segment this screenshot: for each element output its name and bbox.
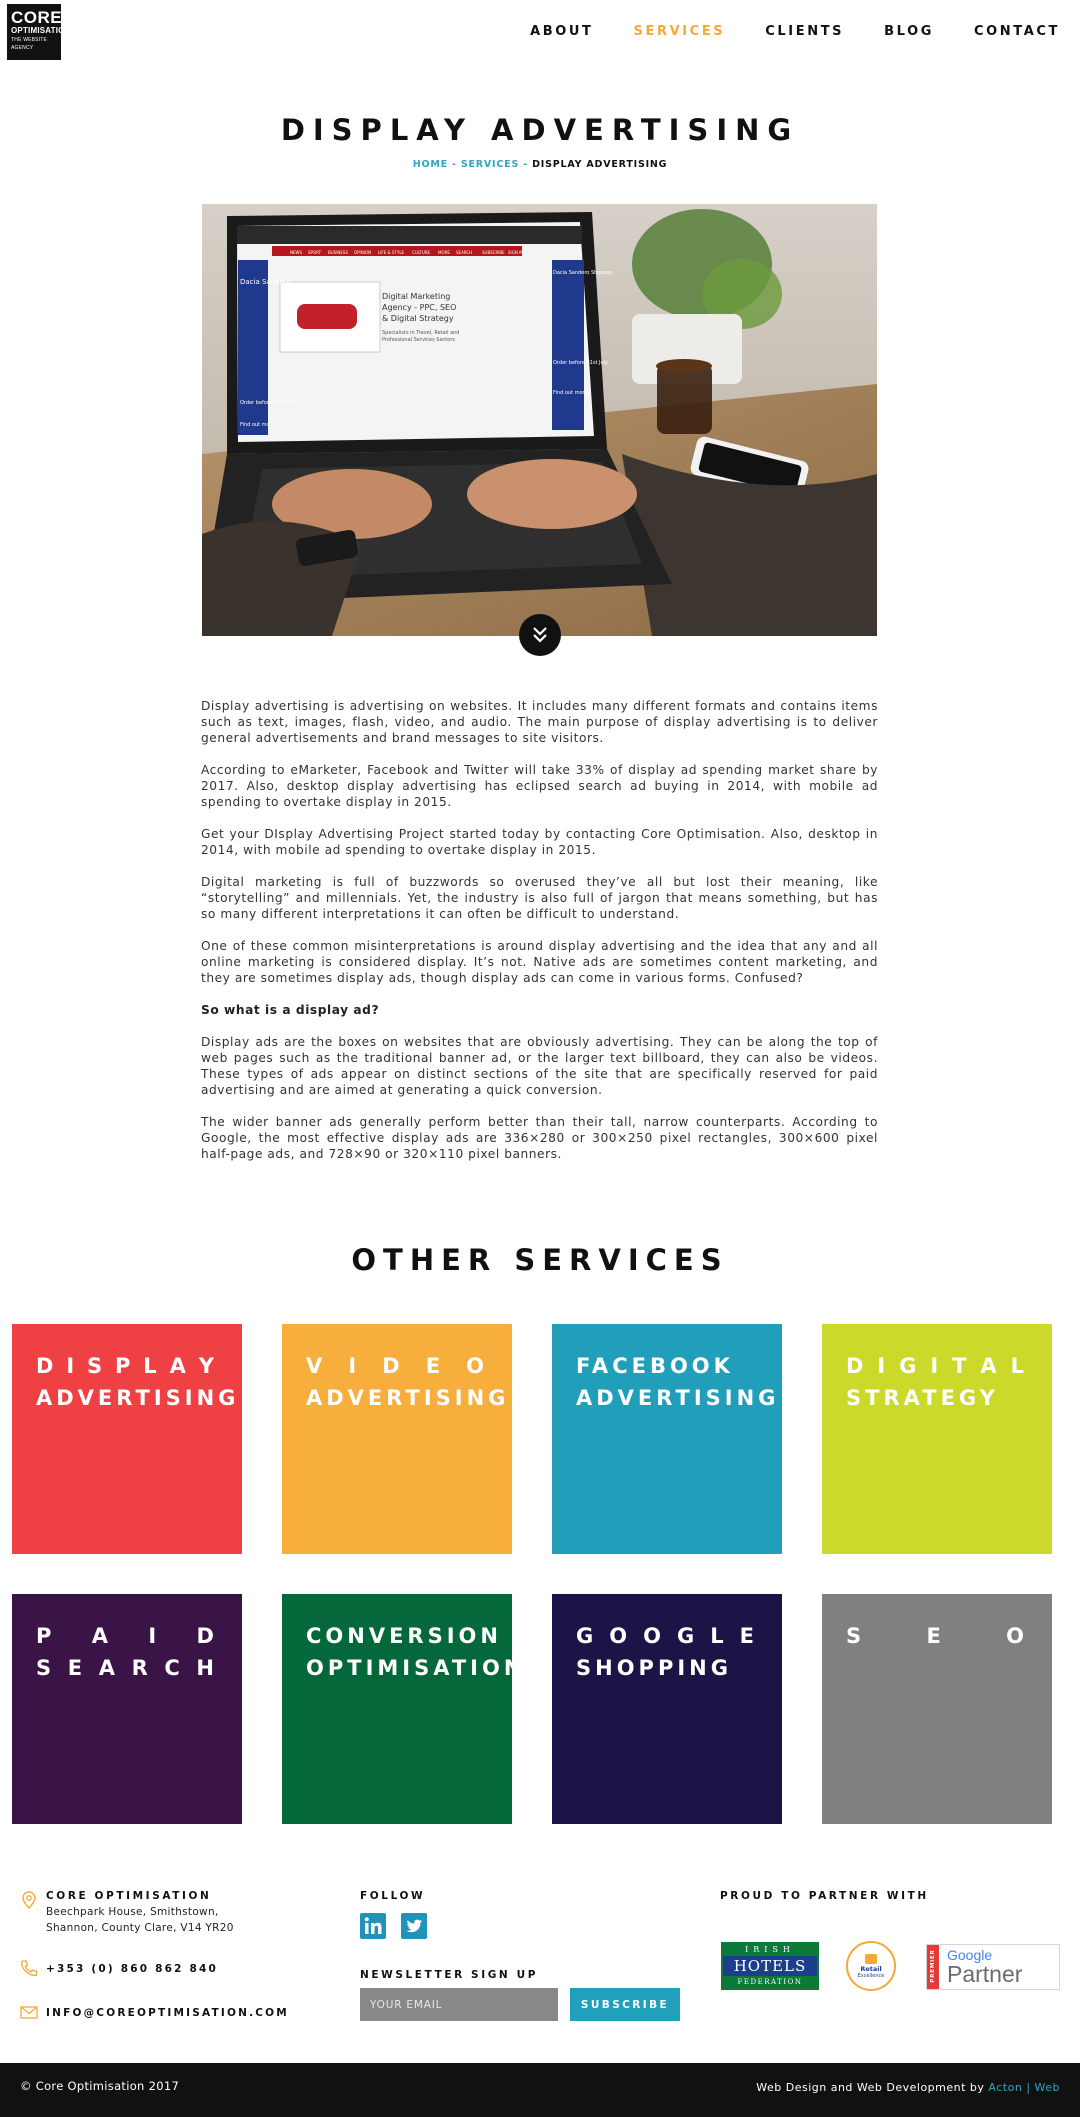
footer-company-name: CORE OPTIMISATION bbox=[46, 1890, 212, 1902]
service-tile-video-advertising[interactable] bbox=[282, 1324, 512, 1554]
nav-contact[interactable]: CONTACT bbox=[974, 24, 1060, 39]
tile-label-line2: STRATEGY bbox=[846, 1386, 999, 1410]
logo-line3: THE WEBSITE AGENCY bbox=[11, 37, 48, 51]
scroll-down-button[interactable] bbox=[519, 614, 561, 656]
breadcrumb-current: DISPLAY ADVERTISING bbox=[532, 159, 668, 170]
nav-services[interactable]: SERVICES bbox=[633, 24, 726, 39]
newsletter-heading: NEWSLETTER SIGN UP bbox=[360, 1969, 538, 1981]
screen-ad-text-3: & Digital Strategy bbox=[382, 314, 454, 323]
paragraph: The wider banner ads generally perform better than their tall, narrow counterparts. According to Google, the most effective display ads are 336×280 or 300×250 pixel rectangles, 300×600 pixel half-page ads, and 728×90 or 320×110 pixel banners. bbox=[201, 1115, 878, 1161]
screen-ad-right-link: Find out more bbox=[553, 390, 588, 396]
retail-excellence-line2: Excellence bbox=[857, 1972, 885, 1979]
breadcrumb-home[interactable]: HOME bbox=[412, 159, 448, 170]
screen-tab-opinion: OPINION bbox=[354, 250, 372, 255]
service-tile-facebook-advertising[interactable] bbox=[552, 1324, 782, 1554]
newsletter-email-input[interactable] bbox=[360, 1988, 558, 2021]
screen-tab-more: MORE bbox=[438, 250, 450, 255]
screen-tab-lifestyle: LIFE & STYLE bbox=[378, 250, 405, 255]
tile-label-line2: S E A R C H bbox=[36, 1656, 218, 1680]
paragraph: Display advertising is advertising on websites. It includes many different formats and contains items such as text, images, flash, video, and audio. The main purpose of display advertising is to deliver general advertisements and brand messages to site visitors. bbox=[201, 699, 878, 745]
paragraph: Get your DIsplay Advertising Project started today by contacting Core Optimisation. Also, desktop in 2014, with mobile ad spending to overtake display in 2015. bbox=[201, 827, 878, 857]
tile-label-line1: D I S P L A Y bbox=[36, 1354, 218, 1378]
breadcrumb-separator: - bbox=[447, 159, 461, 170]
ihf-bot: FEDERATION bbox=[723, 1976, 817, 1988]
paragraph: Digital marketing is full of buzzwords so overused they’ve all but lost their meaning, like “storytelling” and millennials. Yet, the industry is also full of jargon that means something, but has so many different interpretations it can often be difficult to understand. bbox=[201, 875, 878, 921]
google-partner-badge[interactable] bbox=[926, 1944, 1060, 1990]
screen-ad-left-cta: Order before 31st July bbox=[240, 400, 295, 406]
tile-label-line1: S E O bbox=[846, 1624, 1028, 1648]
partner-wordmark: Partner bbox=[947, 1961, 1023, 1987]
phone-icon bbox=[20, 1960, 38, 1976]
site-header bbox=[0, 0, 1080, 66]
screen-tab-business: BUSINESS bbox=[328, 250, 348, 255]
retail-excellence-logo[interactable] bbox=[846, 1941, 896, 1991]
copyright: © Core Optimisation 2017 bbox=[20, 2079, 180, 2093]
nav-clients[interactable]: CLIENTS bbox=[765, 24, 845, 39]
subscribe-button[interactable]: SUBSCRIBE bbox=[570, 1988, 680, 2021]
tile-label-line1: G O O G L E bbox=[576, 1624, 758, 1648]
partners-heading: PROUD TO PARTNER WITH bbox=[720, 1890, 929, 1902]
follow-heading: FOLLOW bbox=[360, 1890, 426, 1902]
screen-ad-text-5: Professional Services Sectors bbox=[382, 337, 455, 343]
screen-ad-text-4: Specialists in Travel, Retail and bbox=[382, 330, 460, 336]
footer-phone[interactable]: +353 (0) 860 862 840 bbox=[46, 1963, 218, 1975]
premier-label: PREMIER bbox=[930, 1949, 936, 1983]
screen-tab-news: NEWS bbox=[290, 250, 303, 255]
tile-label-line2: ADVERTISING bbox=[306, 1386, 510, 1410]
screen-ad-left-link: Find out more bbox=[240, 422, 275, 428]
tile-label-line2: ADVERTISING bbox=[36, 1386, 240, 1410]
laptop-photo bbox=[202, 204, 877, 636]
screen-ad-left-title: Dacia Sandero bbox=[240, 278, 291, 286]
footer-address-line1: Beechpark House, Smithstown, bbox=[46, 1906, 219, 1918]
breadcrumb-services[interactable]: SERVICES bbox=[460, 159, 520, 170]
tile-label-line1: FACEBOOK bbox=[576, 1354, 734, 1378]
tile-label-line1: D I G I T A L bbox=[846, 1354, 1028, 1378]
breadcrumb bbox=[0, 159, 1080, 170]
screen-ad-right-title: Dacia Sandero Stepway bbox=[553, 270, 613, 276]
screen-ad-text-2: Agency - PPC, SEO bbox=[382, 303, 457, 312]
linkedin-icon[interactable] bbox=[360, 1913, 386, 1939]
service-tile-seo[interactable] bbox=[822, 1594, 1052, 1824]
page-title: DISPLAY ADVERTISING bbox=[280, 113, 800, 147]
logo-line2: OPTIMISATION bbox=[11, 26, 71, 35]
google-wordmark: Google bbox=[947, 1947, 993, 1963]
twitter-icon[interactable] bbox=[401, 1913, 427, 1939]
retail-excellence-mark-icon bbox=[865, 1954, 877, 1964]
acton-web-link[interactable]: Acton | Web bbox=[988, 2081, 1060, 2094]
service-tile-google-shopping[interactable] bbox=[552, 1594, 782, 1824]
tile-label-line2: OPTIMISATION bbox=[306, 1656, 526, 1680]
tile-label-line2: ADVERTISING bbox=[576, 1386, 780, 1410]
retail-excellence-line1: Retail bbox=[860, 1964, 882, 1973]
paragraph: One of these common misinterpretations is around display advertising and the idea that any and all online marketing is considered display. It’s not. Native ads are sometimes content marketing, and they are sometimes display ads, though display ads can come in various forms. Confused? bbox=[201, 939, 878, 985]
tile-label-line1: CONVERSION bbox=[306, 1624, 502, 1648]
tile-label-line1: P A I D bbox=[36, 1624, 218, 1648]
nav-blog[interactable]: BLOG bbox=[884, 24, 934, 39]
nav-about[interactable]: ABOUT bbox=[530, 24, 594, 39]
hero-image bbox=[202, 204, 877, 636]
tile-label-line1: V I D E O bbox=[306, 1354, 488, 1378]
tile-label-line2: SHOPPING bbox=[576, 1656, 732, 1680]
location-pin-icon bbox=[22, 1891, 36, 1909]
premier-ribbon bbox=[927, 1945, 939, 1989]
screen-ad-right-cta: Order before 31st July bbox=[553, 360, 608, 366]
paragraph: According to eMarketer, Facebook and Twitter will take 33% of display ad spending market share by 2017. Also, desktop display advertising has eclipsed search ad buying in 2014, with mobile ad spending to overtake display in 2015. bbox=[201, 763, 878, 809]
ihf-mid: HOTELS bbox=[723, 1956, 817, 1976]
footer-email[interactable]: INFO@COREOPTIMISATION.COM bbox=[46, 2007, 289, 2019]
service-tile-paid-search[interactable] bbox=[12, 1594, 242, 1824]
other-services-title: OTHER SERVICES bbox=[351, 1243, 729, 1277]
screen-tab-signin: SIGN IN bbox=[508, 250, 524, 255]
logo[interactable] bbox=[7, 4, 71, 60]
mail-icon bbox=[20, 2006, 38, 2019]
footer-address-line2: Shannon, County Clare, V14 YR20 bbox=[46, 1922, 234, 1934]
screen-tab-sport: SPORT bbox=[308, 250, 322, 255]
article-body bbox=[201, 698, 878, 1178]
chevron-double-down-icon bbox=[530, 625, 550, 645]
credit-text: Web Design and Web Development by bbox=[756, 2081, 989, 2094]
main-nav bbox=[490, 24, 1060, 39]
screen-ad-text-1: Digital Marketing bbox=[382, 292, 451, 301]
breadcrumb-separator: - bbox=[519, 159, 533, 170]
service-tile-conversion-optimisation[interactable] bbox=[282, 1594, 526, 1824]
logo-line1: CORE bbox=[11, 8, 63, 27]
screen-tab-search: SEARCH bbox=[456, 250, 473, 255]
ihf-top: IRISH bbox=[723, 1944, 817, 1956]
irish-hotels-federation-logo[interactable] bbox=[721, 1942, 819, 1990]
paragraph: Display ads are the boxes on websites that are obviously advertising. They can be along the top of web pages such as the traditional banner ad, or the larger text billboard, they can also be videos. These types of ads appear on distinct sections of the site that are specifically reserved for paid advertising and are aimed at generating a quick conversion. bbox=[201, 1035, 878, 1097]
screen-tab-culture: CULTURE bbox=[412, 250, 431, 255]
screen-tab-subscribe: SUBSCRIBE bbox=[482, 250, 505, 255]
service-tile-digital-strategy[interactable] bbox=[822, 1324, 1052, 1554]
bottom-bar bbox=[0, 2063, 1080, 2117]
service-tile-display-advertising[interactable] bbox=[12, 1324, 242, 1554]
subheading: So what is a display ad? bbox=[201, 1003, 380, 1017]
credit bbox=[756, 2081, 1060, 2094]
